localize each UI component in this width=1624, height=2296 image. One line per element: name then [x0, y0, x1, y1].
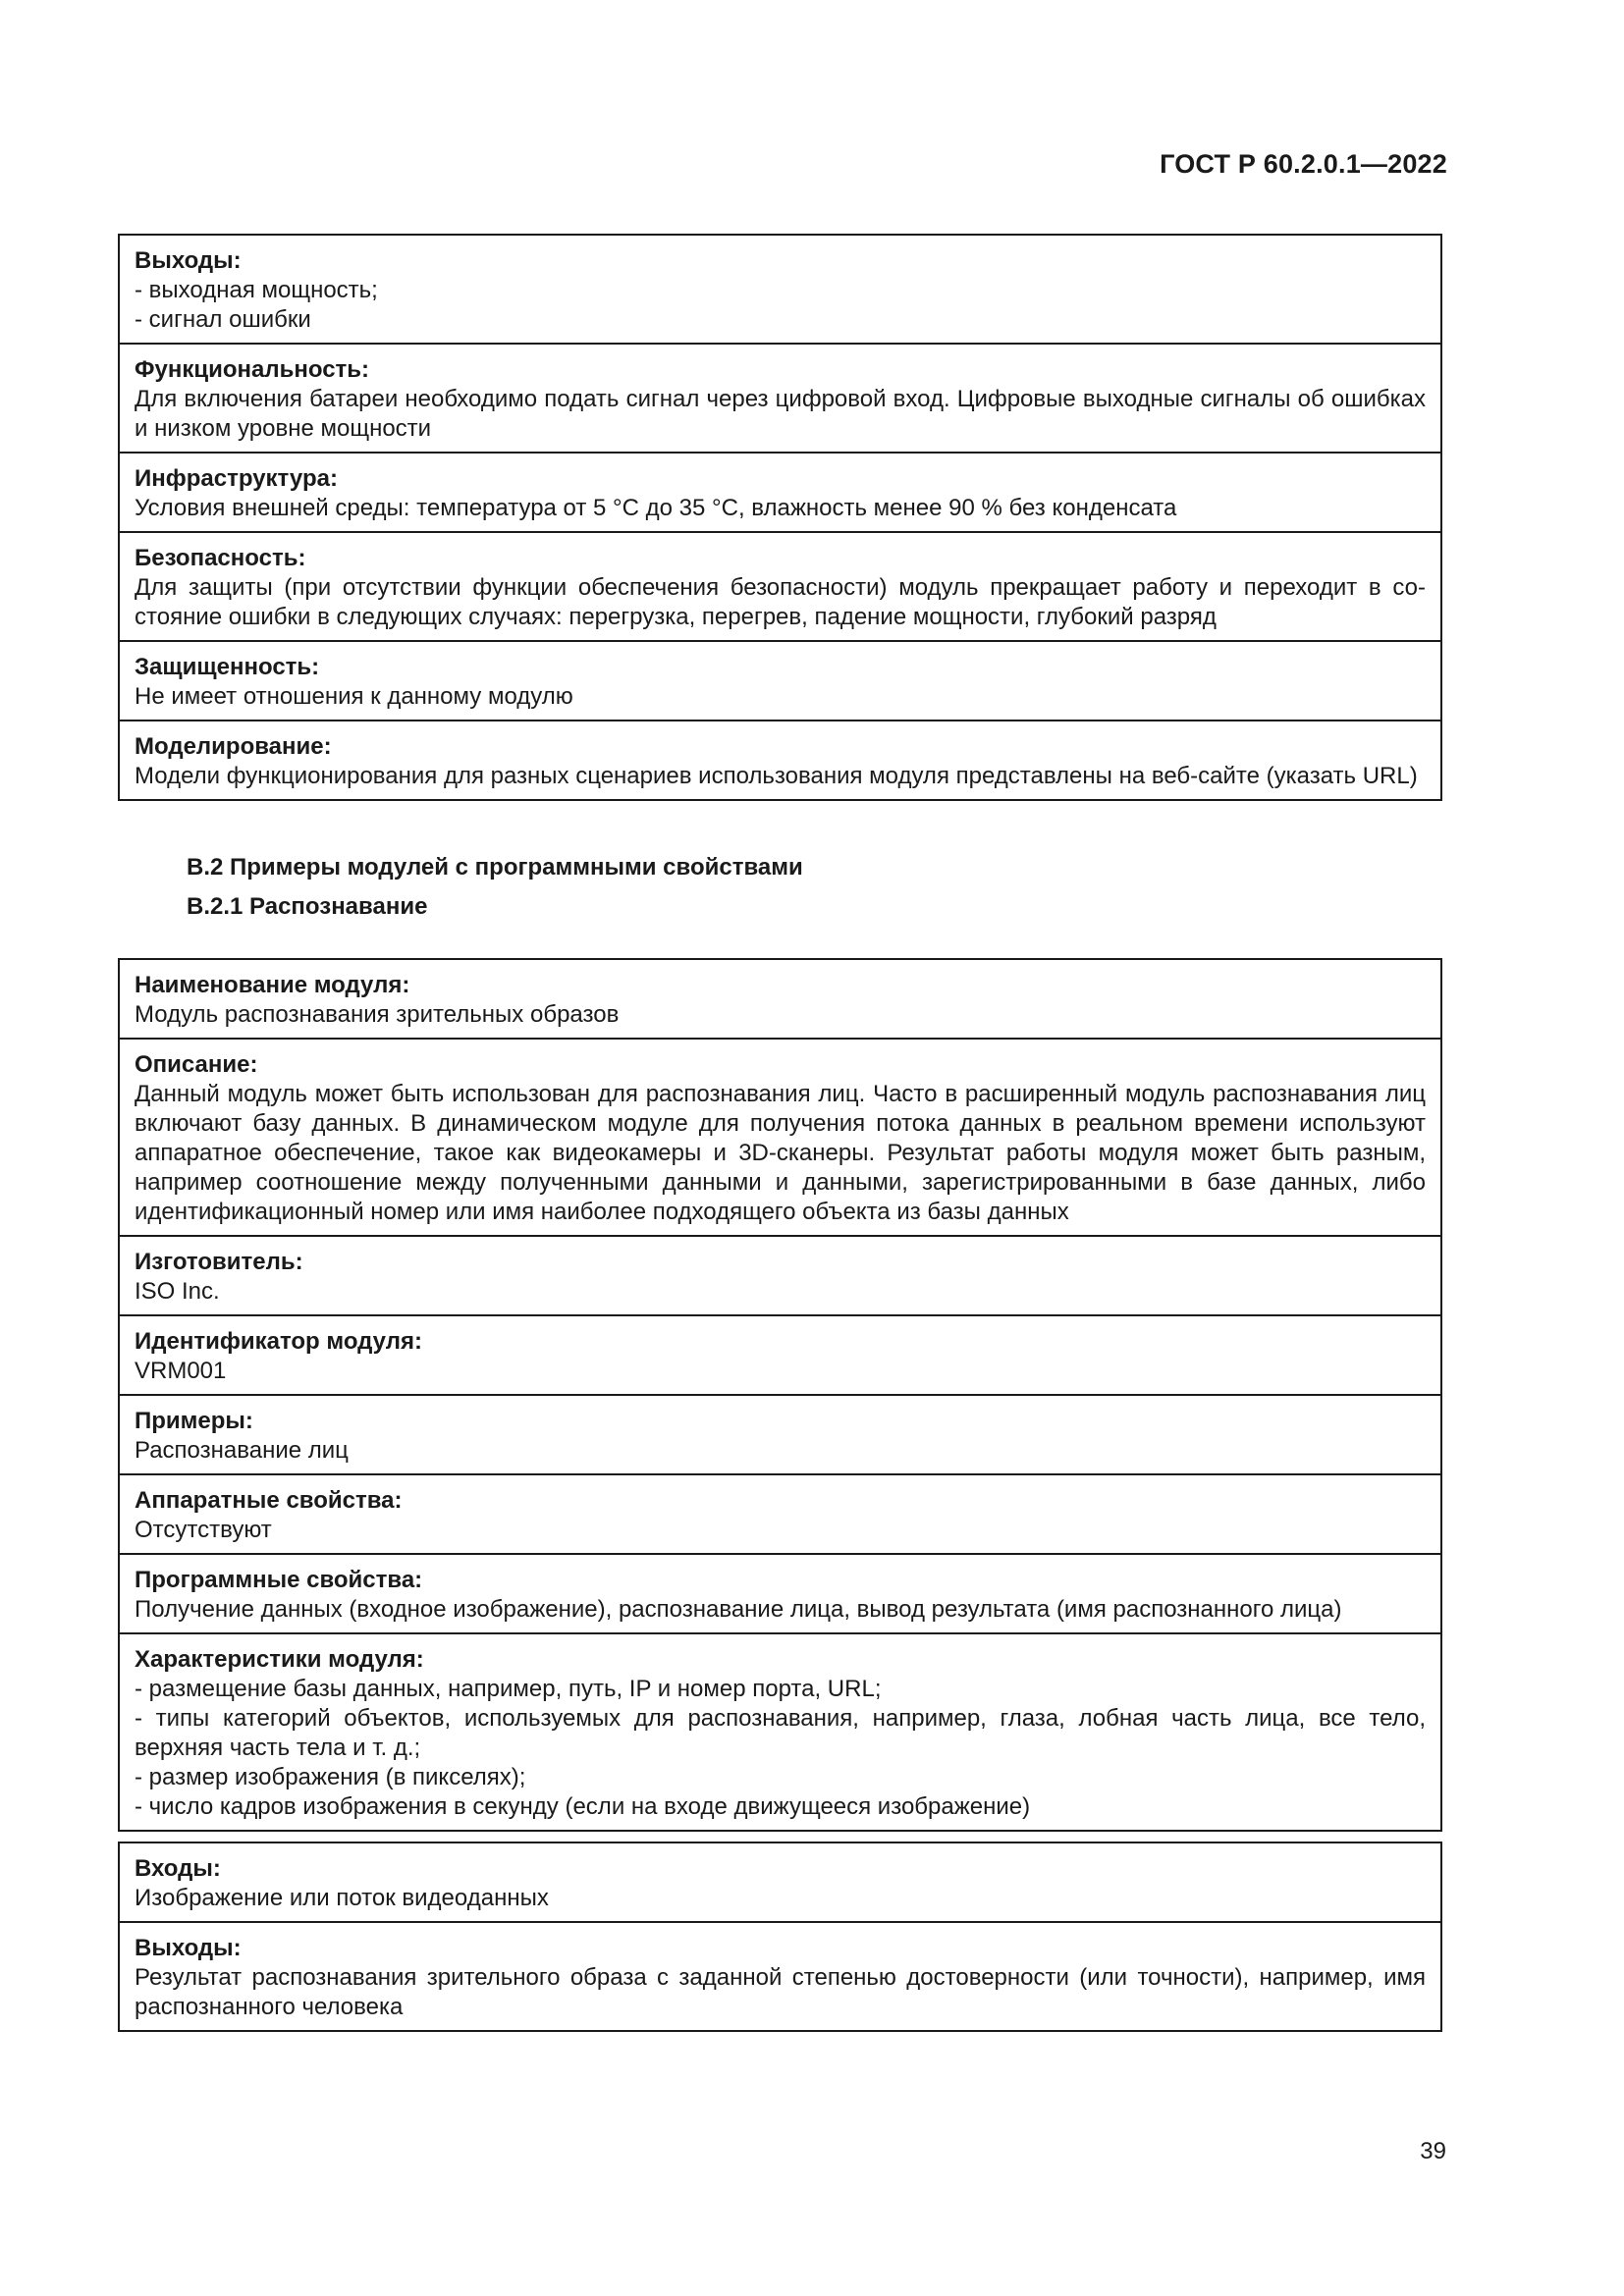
row-label: Моделирование:	[135, 733, 332, 760]
row-text: Модуль распознавания зрительных образов	[135, 1001, 620, 1028]
subsection-heading: В.2.1 Распознавание	[187, 893, 428, 920]
row-label: Безопасность:	[135, 545, 306, 571]
row-module-id	[120, 1314, 1440, 1394]
document-code: ГОСТ Р 60.2.0.1—2022	[1160, 149, 1447, 179]
row-software-properties	[120, 1553, 1440, 1632]
row-label: Функциональность:	[135, 356, 370, 383]
row-hardware-properties	[120, 1473, 1440, 1553]
row-examples	[120, 1394, 1440, 1473]
row-text: Изображение или поток видеоданных	[135, 1885, 549, 1911]
row-text: ISO Inc.	[135, 1278, 220, 1305]
row-text: Модели функционирования для разных сценариев использования модуля представлены на веб-сайте (указать URL)	[135, 763, 1418, 789]
row-text: Не имеет отношения к данному модулю	[135, 683, 573, 710]
row-label: Наименование модуля:	[135, 972, 410, 998]
section-heading: В.2 Примеры модулей с программными свойствами	[187, 854, 803, 881]
row-module-characteristics	[120, 1632, 1440, 1830]
row-label: Защищенность:	[135, 654, 320, 680]
row-text: Отсутствуют	[135, 1517, 272, 1543]
row-module-name	[120, 960, 1440, 1038]
list-item: - размер изображения (в пикселях);	[135, 1764, 526, 1790]
row-security	[120, 640, 1440, 720]
row-text: Для включения батареи необходимо подать сигнал через цифровой вход. Цифровые выходные сигналы об ошибках и низком уровне мощности	[135, 386, 1426, 442]
row-label: Программные свойства:	[135, 1567, 423, 1593]
row-modeling	[120, 720, 1440, 799]
row-text: Получение данных (входное изображение), распознавание лица, вывод результата (имя распознанного лица)	[135, 1596, 1342, 1623]
row-manufacturer	[120, 1235, 1440, 1314]
row-infrastructure	[120, 452, 1440, 531]
row-outputs	[120, 1921, 1440, 2030]
row-text: VRM001	[135, 1358, 227, 1384]
row-outputs	[120, 236, 1440, 343]
row-label: Инфраструктура:	[135, 465, 338, 492]
row-text: Распознавание лиц	[135, 1437, 349, 1464]
row-label: Идентификатор модуля:	[135, 1328, 422, 1355]
row-text: Условия внешней среды: температура от 5 °С до 35 °С, влажность менее 90 % без конденсата	[135, 495, 1177, 521]
row-label: Характеристики модуля:	[135, 1646, 424, 1673]
list-item: - выходная мощность;	[135, 277, 378, 303]
row-label: Входы:	[135, 1855, 221, 1882]
row-label: Аппаратные свойства:	[135, 1487, 403, 1514]
list-item: - размещение базы данных, например, путь, IP и номер порта, URL;	[135, 1676, 882, 1702]
row-text: Данный модуль может быть использован для распознавания лиц. Часто в расширенный модуль распознавания лиц включают базу данных. В динамическом модуле для получения потока данных в реальном времени используют аппаратное обеспечение, такое как видеокамеры и 3D-сканеры. Результат работы модуля может быть разным, например соотношение между полученными данными и данными, зарегистрированными в базе данных, либо идентификационный номер или имя наиболее подходящего объекта из базы данных	[135, 1081, 1426, 1225]
row-description	[120, 1038, 1440, 1235]
row-inputs	[120, 1843, 1440, 1921]
row-label: Описание:	[135, 1051, 258, 1078]
table-module-properties-continued	[118, 234, 1442, 801]
row-text: Для защиты (при отсутствии функции обеспечения безопасности) модуль прекращает работу и переходит в состояние ошибки в следующих случаях: перегрузка, перегрев, падение мощности, глубокий разряд	[135, 574, 1426, 630]
page-number: 39	[1420, 2138, 1446, 2164]
list-item: - типы категорий объектов, используемых для распознавания, например, глаза, лобная часть лица, все тело, верхняя часть тела и т. д.;	[135, 1705, 1426, 1761]
row-label: Выходы:	[135, 1935, 242, 1961]
table-recognition-module	[118, 958, 1442, 1832]
row-label: Выходы:	[135, 247, 242, 274]
row-label: Изготовитель:	[135, 1249, 303, 1275]
row-safety	[120, 531, 1440, 640]
row-functionality	[120, 343, 1440, 452]
list-item: - число кадров изображения в секунду (если на входе движущееся изображение)	[135, 1793, 1031, 1820]
list-item: - сигнал ошибки	[135, 306, 311, 333]
table-inputs-outputs	[118, 1842, 1442, 2032]
row-label: Примеры:	[135, 1408, 253, 1434]
row-text: Результат распознавания зрительного образа с заданной степенью достоверности (или точности), например, имя распознанного человека	[135, 1964, 1426, 2020]
